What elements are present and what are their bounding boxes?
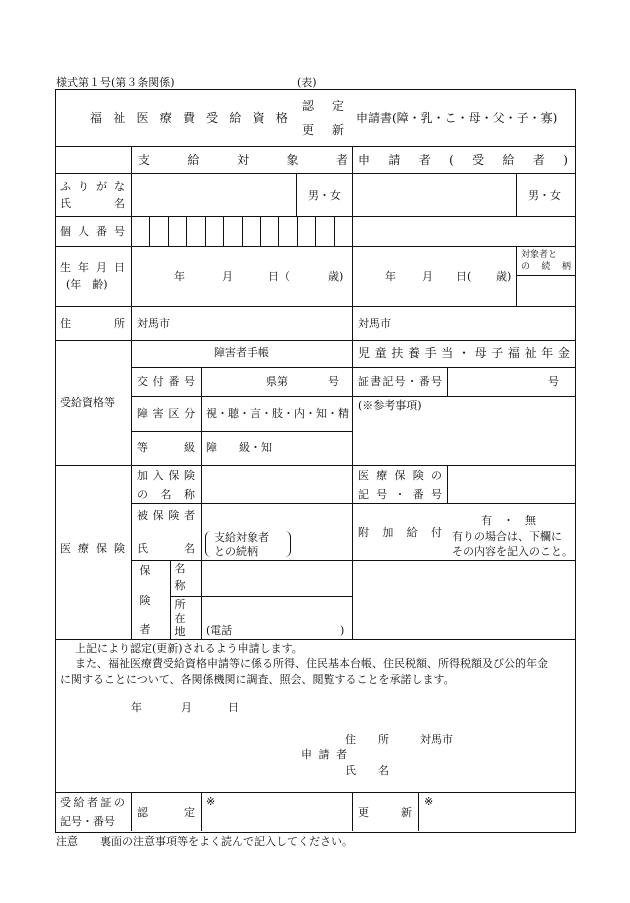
number-box-divider bbox=[260, 216, 261, 246]
birth-label: 生 年 月 日 bbox=[60, 261, 125, 274]
declaration-line-1: 上記により認定(更新)されるよう申請します。 bbox=[75, 642, 303, 655]
form-number: 様式第１号(第３条関係) bbox=[56, 76, 175, 89]
address-label: 住 所 bbox=[60, 317, 125, 330]
number-box-divider bbox=[205, 216, 206, 246]
relation-label-1: 対象者と bbox=[521, 250, 558, 260]
number-box-divider bbox=[186, 216, 187, 246]
joined-insurance-label-1: 加 入 保 険 bbox=[137, 469, 195, 482]
number-box-divider bbox=[278, 216, 279, 246]
target-address[interactable]: 対馬市 bbox=[137, 317, 170, 330]
individual-number-label: 個 人 番 号 bbox=[60, 225, 125, 238]
applicant-address-city[interactable]: 対馬市 bbox=[420, 733, 453, 746]
med-insurance-number-label-1: 医 療 保 険 の bbox=[358, 469, 442, 482]
additional-benefit-yes-no[interactable]: 有 ・ 無 bbox=[481, 514, 536, 527]
grade-label: 等 級 bbox=[137, 441, 195, 454]
title-nintei: 認 定 bbox=[302, 99, 344, 113]
declaration-line-3: に関することについて、各関係機関に調査、照会、閲覧することを承諾します。 bbox=[60, 673, 455, 686]
front-side-label: (表) bbox=[297, 76, 317, 89]
disability-category-label: 障 害 区 分 bbox=[137, 407, 195, 420]
insured-person-label-1: 被 保 険 者 bbox=[137, 509, 195, 522]
eligibility-label: 受給資格等 bbox=[60, 396, 115, 409]
declaration-month[interactable]: 月 bbox=[181, 701, 192, 714]
applicant-birth-year[interactable]: 年 bbox=[385, 270, 396, 283]
applicant-address-label: 住 所 bbox=[345, 733, 389, 746]
target-person-header: 支 給 対 象 者 bbox=[138, 153, 348, 167]
insurer-label: 保 険 者 bbox=[139, 564, 151, 636]
number-box-divider bbox=[297, 216, 298, 246]
target-age[interactable]: 歳) bbox=[328, 270, 344, 283]
renewal-label: 更 新 bbox=[358, 806, 412, 819]
insurer-location-label: 所 在 地 bbox=[174, 598, 186, 638]
declaration-day[interactable]: 日 bbox=[228, 701, 239, 714]
furigana-label: ふ り が な bbox=[60, 180, 125, 193]
additional-benefit-note-2: その内容を記入のこと。 bbox=[452, 545, 573, 558]
applicant-address[interactable]: 対馬市 bbox=[358, 317, 391, 330]
declaration-line-2: また、福祉医療費受給資格申請等に係る所得、住民基本台帳、住民税額、所得税額及び公的年金 bbox=[75, 657, 548, 670]
approval-office-use-mark: ※ bbox=[206, 795, 216, 808]
issue-number-label: 交 付 番 号 bbox=[137, 375, 195, 388]
relation-field[interactable] bbox=[518, 277, 573, 304]
approval-label: 認 定 bbox=[137, 806, 195, 819]
medical-insurance-label: 医 療 保 険 bbox=[60, 542, 125, 555]
target-birth-year[interactable]: 年 bbox=[174, 270, 185, 283]
insurer-phone-close: ) bbox=[340, 624, 345, 637]
applicant-header: 申 請 者 ( 受 給 者 ) bbox=[358, 153, 568, 167]
applicant-birth-month[interactable]: 月 bbox=[422, 270, 433, 283]
grade-field[interactable]: 障 級・知 bbox=[206, 441, 272, 454]
applicant-name-label: 氏 名 bbox=[345, 764, 389, 777]
applicant-age[interactable]: 歳) bbox=[496, 270, 512, 283]
title-koshin: 更 新 bbox=[302, 123, 344, 137]
footer-note: 注意 裏面の注意事項等をよく読んで記入してください。 bbox=[56, 835, 353, 848]
applicant-label: 申 請 者 bbox=[301, 748, 347, 761]
number-box-divider bbox=[315, 216, 316, 246]
additional-benefit-label: 附 加 給 付 bbox=[358, 526, 442, 539]
joined-insurance-label-2: の 名 称 bbox=[137, 488, 195, 501]
target-gender-select[interactable]: 男・女 bbox=[308, 189, 341, 202]
certificate-label-2: 記号・番号 bbox=[60, 815, 115, 828]
target-name-field[interactable] bbox=[133, 178, 295, 214]
renewal-office-use-mark: ※ bbox=[424, 795, 434, 808]
number-box-divider bbox=[334, 216, 335, 246]
additional-benefit-note-1: 有りの場合は、下欄に bbox=[452, 530, 562, 543]
target-birth-month[interactable]: 月 bbox=[222, 270, 233, 283]
reference-notes-label: (※参考事項) bbox=[358, 399, 422, 412]
insurer-name-label: 名 称 bbox=[174, 562, 186, 592]
certificate-number-label: 証 書 記 号 ・ 番 号 bbox=[358, 375, 442, 388]
insured-person-label-2: 氏 名 bbox=[137, 542, 195, 555]
relation-label-2: の 続 柄 bbox=[521, 262, 571, 272]
number-box-divider bbox=[223, 216, 224, 246]
issue-number-suffix: 号 bbox=[328, 375, 339, 388]
target-birth-day[interactable]: 日（ bbox=[268, 270, 290, 283]
age-label: (年 齢) bbox=[66, 278, 108, 291]
applicant-gender-select[interactable]: 男・女 bbox=[528, 189, 561, 202]
insurer-phone-label: (電話 bbox=[206, 624, 233, 637]
applicant-birth-day[interactable]: 日( bbox=[456, 270, 472, 283]
relation-to-target-2: との続柄 bbox=[214, 545, 258, 558]
certificate-label-1: 受 給 者 証 の bbox=[60, 796, 125, 809]
declaration-year[interactable]: 年 bbox=[131, 701, 142, 714]
number-box-divider bbox=[149, 216, 150, 246]
applicant-name-field[interactable] bbox=[354, 178, 514, 214]
title-suffix: 申請書(障・乳・こ・母・父・子・寡) bbox=[356, 111, 558, 125]
name-label: 氏 名 bbox=[60, 197, 125, 210]
disability-category-options[interactable]: 視・聴・言・肢・内・知・精 bbox=[206, 407, 349, 420]
number-box-divider bbox=[168, 216, 169, 246]
number-box-divider bbox=[242, 216, 243, 246]
title-main: 福 祉 医 療 費 受 給 資 格 bbox=[90, 111, 288, 125]
disability-handbook-header: 障害者手帳 bbox=[214, 346, 269, 359]
certificate-number-suffix: 号 bbox=[548, 375, 559, 388]
relation-to-target-1: 支給対象者 bbox=[214, 531, 269, 544]
med-insurance-number-label-2: 記 号 ・ 番 号 bbox=[358, 488, 442, 501]
pension-header: 児 童 扶 養 手 当 ・ 母 子 福 祉 年 金 bbox=[358, 346, 570, 360]
issue-number-prefecture[interactable]: 県第 bbox=[266, 375, 288, 388]
